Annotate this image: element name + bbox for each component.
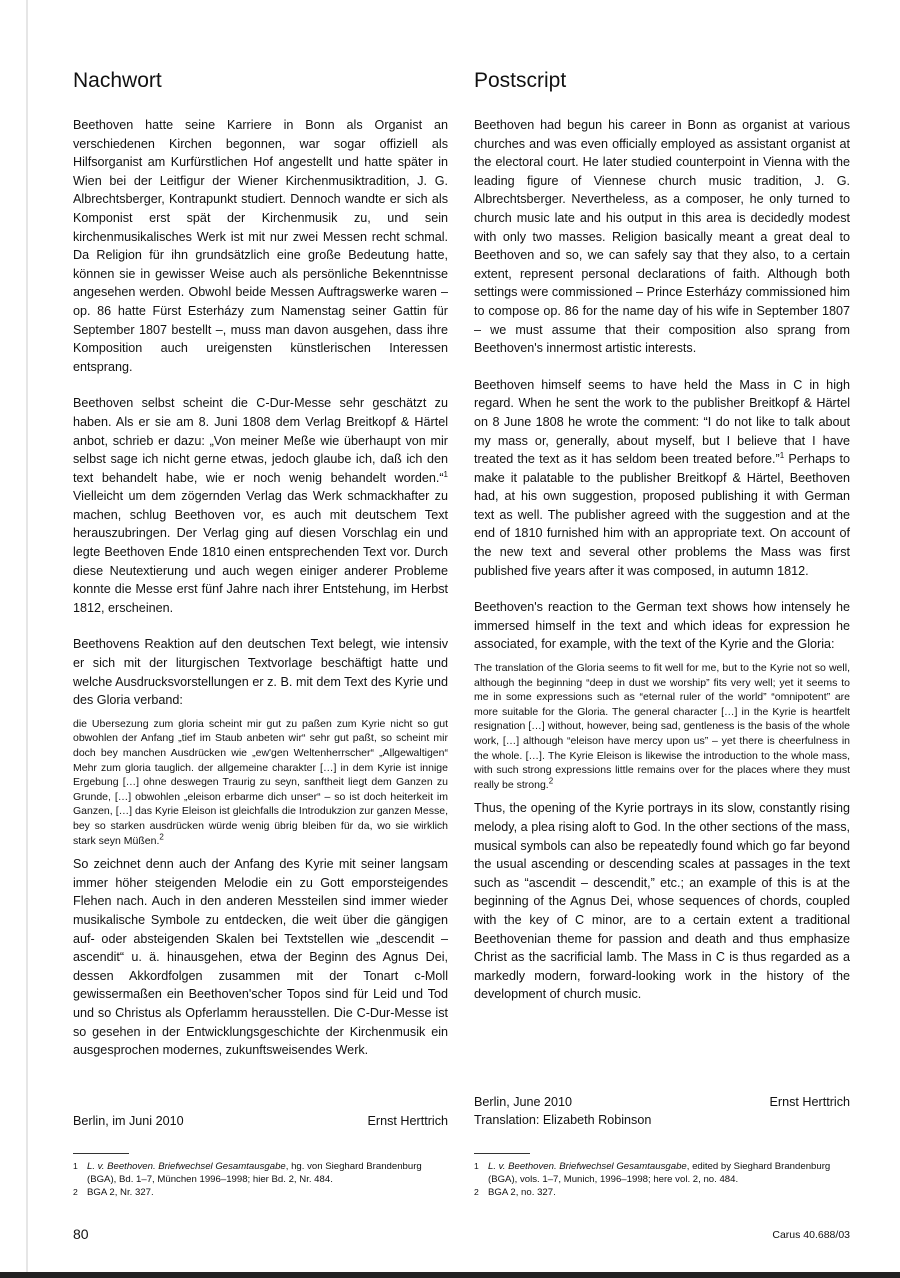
footnote-number: 1 <box>73 1161 78 1171</box>
english-quote <box>474 661 850 792</box>
footnote-text: L. v. Beethoven. Briefwechsel Gesamtausgabe, edited by Sieghard Brandenburg (BGA), vols. 1–7, Munich, 1996–1998; here vol. 2, no. 484. <box>488 1161 831 1185</box>
catalog-number: Carus 40.688/03 <box>772 1229 850 1241</box>
footnote-title: L. v. Beethoven. Briefwechsel Gesamtausgabe <box>488 1161 687 1172</box>
footnote-title: L. v. Beethoven. Briefwechsel Gesamtausgabe <box>87 1161 286 1172</box>
german-footnote-rule <box>73 1153 129 1154</box>
english-translator: Translation: Elizabeth Robinson <box>474 1113 652 1127</box>
footnote-text: BGA 2, no. 327. <box>488 1187 556 1198</box>
german-heading: Nachwort <box>73 69 162 92</box>
english-paragraph-3: Beethoven's reaction to the German text shows how intensely he immersed himself in the text and which ideas for expression he associated, for example, with the text of the Kyrie and the Gloria: <box>474 600 850 652</box>
english-paragraph-4: Thus, the opening of the Kyrie portrays in its slow, constantly rising melody, a plea rising aloft to God. In the other sections of the mass, musical symbols can also be repeatedly found which go far beyond the usual ascending or descending scales at passages in the text such as “ascendit – descendit,” etc.; an example of this is at the beginning of the Agnus Dei, whose sequences of chords, coupled with the key of C minor, are to a certain extent a traditional Beethovenian theme for passion and death and thus emphasize Christ as the sacrificial lamb. The Mass in C is thus regarded as a markedly modern, forward-looking work in the history of the development of church music. <box>474 801 850 1002</box>
german-quote <box>73 717 448 848</box>
german-footnotes <box>73 1160 448 1199</box>
german-place-date: Berlin, im Juni 2010 <box>73 1114 184 1128</box>
english-footnote-rule <box>474 1153 530 1154</box>
footnote-number: 2 <box>73 1187 78 1197</box>
english-column <box>474 66 850 1004</box>
english-paragraph-1: Beethoven had begun his career in Bonn as organist at various churches and was even officially employed as assistant organist at the electoral court. He later studied counterpoint in Vienna with the leading figure of Viennese church music tradition, J. G. Albrechtsberger. Nevertheless, as a composer, he only turned to church music late and his output in this area is decidedly modest with only two masses. Religion basically meant a great deal to Beethoven and so, we can safely say that they also, to a certain extent, represent personal declarations of faith. Although both settings were commissioned – Prince Esterházy commissioned him to compose op. 86 for the name day of his wife in September 1807 – we must assume that their composition also sprang from Beethoven's innermost artistic interests. <box>474 118 850 356</box>
footnote-number: 2 <box>474 1187 479 1197</box>
footnote-2 <box>474 1186 850 1199</box>
footnote-1 <box>73 1160 448 1186</box>
german-paragraph-1: Beethoven hatte seine Karriere in Bonn als Organist an verschiedenen Kirchen begonnen, war sogar offiziell als Hilfsorganist am Kurfürstlichen Hof angestellt und hatte später in Wien bei der Leitfigur der Wiener Kirchenmusiktradition, J. G. Albrechtsberger, Kontrapunkt studiert. Dennoch wandte er sich als Komponist erst spät der Kirchenmusik zu, und sein kirchenmusikalisches Werk ist mit nur zwei Messen recht schmal. Da Religion für ihn grundsätzlich eine große Bedeutung hatte, können sie in gewisser Weise auch als persönliche Bekenntnisse angesehen werden. Obwohl beide Messen Auftragswerke waren – op. 86 hatte Fürst Esterházy zum Namenstag seiner Gattin für September 1807 bestellt –, muss man davon ausgehen, dass ihre Komposition auch ureigensten künstlerischen Interessen entsprang. <box>73 118 448 374</box>
page-bottom-edge <box>0 1272 900 1278</box>
english-heading: Postscript <box>474 69 567 92</box>
footnote-1 <box>474 1160 850 1186</box>
footnote-2 <box>73 1186 448 1199</box>
english-footnotes <box>474 1160 850 1199</box>
footnote-text: BGA 2, Nr. 327. <box>87 1187 154 1198</box>
german-author: Ernst Herttrich <box>367 1114 448 1128</box>
english-quote-text: The translation of the Gloria seems to fit well for me, but to the Kyrie not so well, although the beginning “deep in dust we worship” fits very well; yet it seems to me in some expressions such as “eternal ruler of the world” “omnipotent” are more suitable for the Gloria. The general character […] in the Kyrie is heartfelt resignation […] without, however, being sad, gentleness is the basis of the whole work, […] although “eleison have mercy upon us” – yet there is cheerfulness in the whole. […]. The Kyrie Eleison is likewise the introduction to the whole mass, with such strong expressions little remains over for the places where they must really be strong. <box>474 662 850 791</box>
german-column <box>73 66 448 1060</box>
english-paragraph-2-text: Beethoven himself seems to have held the Mass in C in high regard. When he sent the work to the publisher Breitkopf & Härtel on 8 June 1808 he wrote the comment: “I do not like to talk about my mass or, generally, about myself, but I believe that I have treated the text as it has seldom been treated before.” <box>474 377 850 467</box>
footnote-text: L. v. Beethoven. Briefwechsel Gesamtausgabe, hg. von Sieghard Brandenburg (BGA), Bd. 1–7, München 1996–1998; hier Bd. 2, Nr. 484. <box>87 1161 422 1185</box>
german-paragraph-3: Beethovens Reaktion auf den deutschen Text belegt, wie intensiv er sich mit der liturgischen Textvorlage beschäftigt hatte und welche Ausdrucksvorstellungen er z. B. mit dem Text des Kyrie und des Gloria verband: <box>73 637 448 708</box>
german-paragraph-2-text: Beethoven selbst scheint die C-Dur-Messe sehr geschätzt zu haben. Als er sie am 8. Juni 1808 dem Verlag Breitkopf & Härtel anbot, schrieb er dazu: „Von meiner Meße wie überhaupt von mir selbst sage ich nicht gerne etwas, jedoch glaube ich, daß ich den text behandelt habe, wie er noch wenig behandelt worden.“ <box>73 396 448 485</box>
german-quote-text: die Ubersezung zum gloria scheint mir gut zu paßen zum Kyrie nicht so gut obwohlen der Anfang „tief im Staub anbeten wir“ sehr gut paßt, so scheint mir doch bey manchen Ausdrücken wie „ew'gen Weltenherrscher“ „Allgewaltigen“ Mehr zum gloria tauglich. der allgemeine charakter […] in dem Kyrie ist innige Ergebung […] ohne deswegen Traurig zu seyn, sanftheit liegt dem Ganzen zu Grunde, […] obwohlen „eleison erbarme dich unser“ – so ist doch heiterkeit im Ganzen, […] das Kyrie Eleison ist gleichfalls die Introdukzion zur ganzen Messe, bey so starken ausdrücken würde wenig übrig bleiben für da, wo sie wirklich stark seyn Müßen. <box>73 717 448 847</box>
page-left-edge <box>26 0 28 1278</box>
english-paragraph-2 <box>474 376 850 581</box>
footnote-ref-2: 2 <box>548 776 554 786</box>
german-paragraph-2-cont: Vielleicht um dem zögernden Verlag das Werk schmackhafter zu machen, schlug Beethoven vor, es auch mit deutschem Text herauszubringen. Der Verlag ging auf diesen Vorschlag ein und legte Beethoven Ende 1810 einen entsprechenden Text vor. Durch diese Neutextierung und auch wegen einiger anderer Probleme konnte die Messe erst fünf Jahre nach ihrer Entstehung, im Herbst 1812, erscheinen. <box>73 489 448 615</box>
footnote-ref-2: 2 <box>159 832 164 842</box>
english-author: Ernst Herttrich <box>769 1095 850 1109</box>
page-number: 80 <box>73 1226 89 1242</box>
german-paragraph-2 <box>73 394 448 617</box>
footnote-ref-1: 1 <box>443 469 448 479</box>
footnote-ref-1: 1 <box>779 450 785 460</box>
english-place-date: Berlin, June 2010 <box>474 1095 573 1109</box>
german-paragraph-4: So zeichnet denn auch der Anfang des Kyrie mit seiner langsam immer höher steigenden Melodie ein zu Gott emporsteigendes Flehen nach. Auch in den anderen Messteilen sind immer wieder musikalische Symbole zu entdecken, die weit über die gängigen auf- oder absteigenden Skalen bei Textstellen wie „descendit – ascendit“ u. ä. hinausgehen, etwa der Beginn des Agnus Dei, dessen Akkordfolgen zusammen mit der Tonart c-Moll gewissermaßen ein Beethoven'scher Topos sind für Leid und Tod und so Christus als Opferlamm herausstellen. Die C-Dur-Messe ist so gesehen in der Entwicklungsgeschichte der Kirchenmusik ein ausgesprochen modernes, zukunftsweisendes Werk. <box>73 857 448 1058</box>
footnote-number: 1 <box>474 1161 479 1171</box>
english-paragraph-2-cont: Perhaps to make it palatable to the publisher Breitkopf & Härtel, Beethoven had, at his own suggestion, proposed publishing it with German text as well. The publisher agreed with the suggestion and at the end of 1810 furnished him with an appropriate text. On account of the new text and several other problems the Mass was first published five years after it was composed, in autumn 1812. <box>474 452 850 578</box>
